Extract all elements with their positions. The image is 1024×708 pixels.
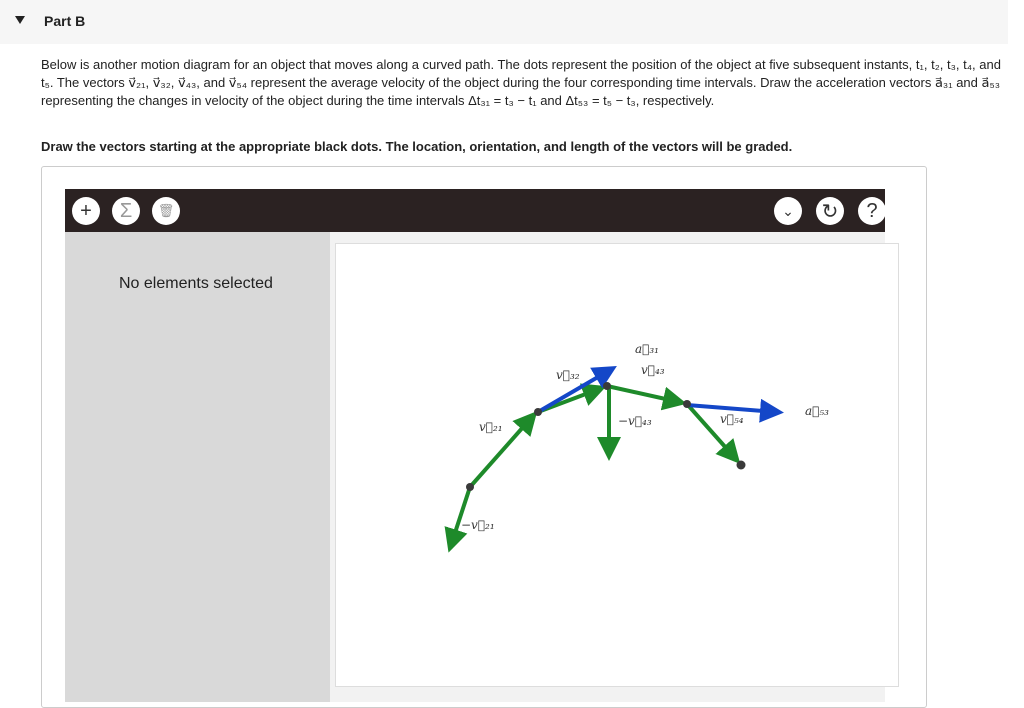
delete-button[interactable]	[152, 197, 180, 225]
position-dot-4[interactable]	[683, 400, 691, 408]
position-dot-5[interactable]	[737, 461, 746, 470]
position-dot-1[interactable]	[466, 483, 474, 491]
chevron-down-icon: ⌄	[782, 202, 794, 219]
help-button[interactable]	[858, 197, 886, 225]
instruction-text: Draw the vectors starting at the appropriate black dots. The location, orientation, and length of the vectors will be graded.	[41, 139, 793, 154]
label-v43: v⃗₄₃	[641, 363, 665, 377]
label-v21: v⃗₂₁	[479, 420, 503, 434]
trash-icon: 🗑	[157, 203, 175, 218]
label-neg-v43: −v⃗₄₃	[618, 414, 652, 428]
label-v32: v⃗₃₂	[556, 368, 580, 382]
properties-panel	[65, 232, 330, 702]
add-vector-button[interactable]	[72, 197, 100, 225]
reset-icon: ↻	[821, 200, 839, 223]
collapse-triangle-icon[interactable]	[15, 16, 25, 24]
reset-button[interactable]	[816, 197, 844, 225]
toolbar	[65, 189, 885, 232]
vector-diagram[interactable]	[336, 244, 898, 686]
neg-v21-vector[interactable]	[451, 487, 470, 545]
position-dot-2[interactable]	[534, 408, 542, 416]
label-a31: a⃗₃₁	[635, 342, 659, 356]
part-header[interactable]	[0, 0, 1008, 44]
label-a53: a⃗₅₃	[805, 404, 829, 418]
a53-vector[interactable]	[687, 405, 776, 412]
question-text: Below is another motion diagram for an object that moves along a curved path. The dots represent the position of the object at five subsequent instants, t₁, t₂, t₃, t₄, and t₅. The vectors v⃗₂₁, v⃗₃₂, v⃗₄₃, and v⃗₅₄ represent the average velocity of the object during the four corresponding time intervals. Draw the acceleration vectors a⃗₃₁ and a⃗₅₃ representing the changes in velocity of the object during the time intervals Δt₃₁ = t₃ − t₁ and Δt₅₃ = t₅ − t₃, respectively.	[41, 57, 1001, 108]
label-v54: v⃗₅₄	[720, 412, 744, 426]
sigma-icon: Σ	[119, 199, 133, 222]
part-title: Part B	[44, 13, 86, 29]
drawing-canvas[interactable]	[335, 243, 899, 687]
position-dot-3[interactable]	[603, 382, 611, 390]
v43-vector[interactable]	[607, 386, 679, 402]
help-icon: ?	[866, 199, 878, 222]
dropdown-button[interactable]	[774, 197, 802, 225]
sum-vectors-button[interactable]	[112, 197, 140, 225]
label-neg-v21: −v⃗₂₁	[461, 518, 495, 532]
plus-icon: +	[80, 199, 92, 222]
selection-status: No elements selected	[119, 275, 273, 292]
